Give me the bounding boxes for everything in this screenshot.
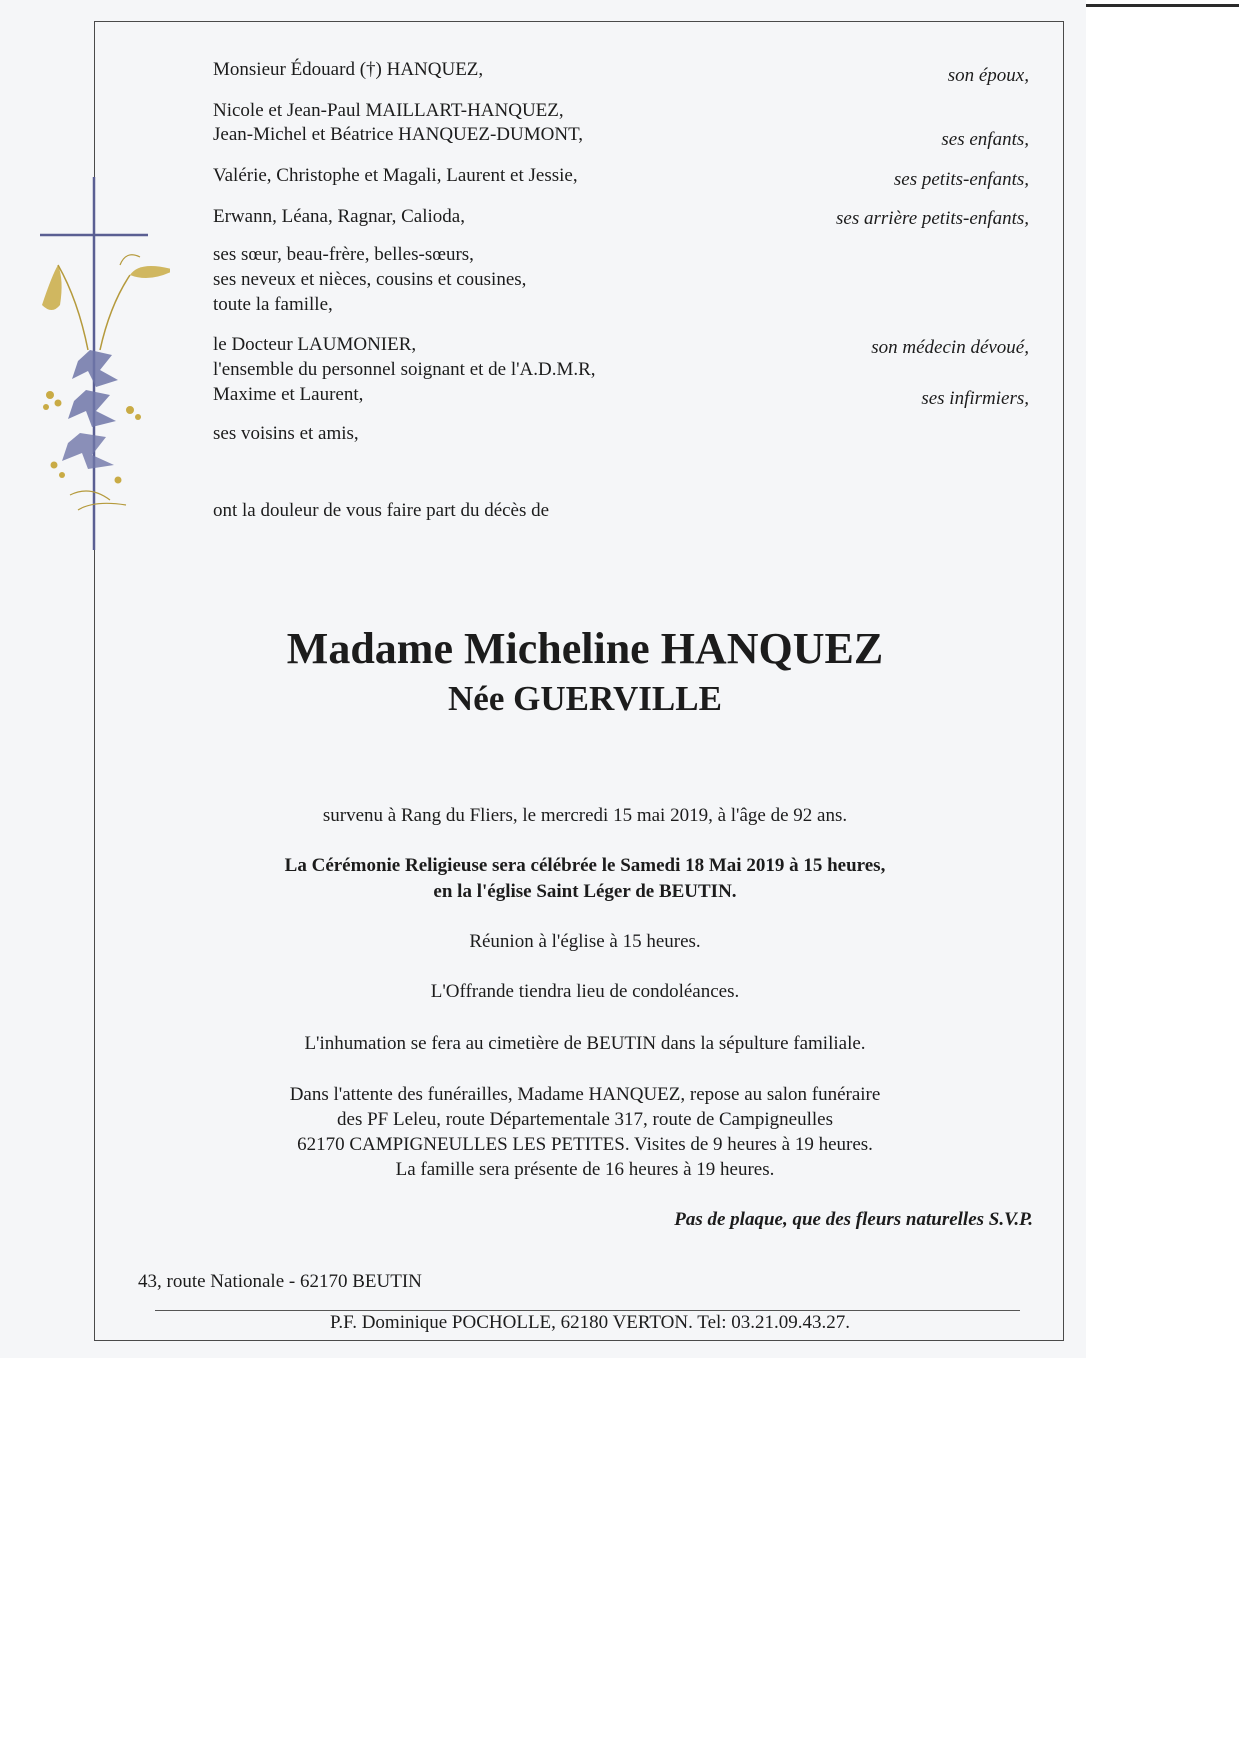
funeral-home: P.F. Dominique POCHOLLE, 62180 VERTON. Tel: 03.21.09.43.27. — [329, 1312, 851, 1333]
family-children-2: Jean-Michel et Béatrice HANQUEZ-DUMONT, — [213, 124, 584, 145]
nurses: Maxime et Laurent, — [213, 384, 364, 405]
offering-info: L'Offrande tiendra lieu de condoléances. — [430, 981, 740, 1002]
role-doctor: son médecin dévoué, — [871, 337, 1029, 358]
family-spouse: Monsieur Édouard (†) HANQUEZ, — [213, 59, 484, 80]
role-children: ses enfants, — [941, 129, 1029, 150]
deceased-maiden-name: Née GUERVILLE — [448, 679, 722, 718]
rest-line-1: Dans l'attente des funérailles, Madame HANQUEZ, repose au salon funéraire — [289, 1084, 881, 1105]
role-spouse: son époux, — [947, 65, 1029, 86]
burial-info: L'inhumation se fera au cimetière de BEUTIN dans la sépulture familiale. — [304, 1033, 866, 1054]
meeting-info: Réunion à l'église à 15 heures. — [469, 931, 701, 952]
rest-line-2: des PF Leleu, route Départementale 317, route de Campigneulles — [337, 1109, 833, 1130]
page-edge-mark — [1086, 4, 1239, 7]
neighbours: ses voisins et amis, — [213, 423, 359, 444]
family-children-1: Nicole et Jean-Paul MAILLART-HANQUEZ, — [213, 100, 564, 121]
role-grandchildren: ses petits-enfants, — [893, 169, 1029, 190]
rest-line-3: 62170 CAMPIGNEULLES LES PETITES. Visites de 9 heures à 19 heures. — [297, 1134, 873, 1155]
role-nurses: ses infirmiers, — [921, 388, 1029, 409]
deceased-name: Madame Micheline HANQUEZ — [286, 624, 884, 673]
cross-with-flowers-icon — [30, 165, 170, 555]
death-details: survenu à Rang du Fliers, le mercredi 15 mai 2019, à l'âge de 92 ans. — [322, 805, 848, 826]
doctor: le Docteur LAUMONIER, — [213, 334, 417, 355]
address: 43, route Nationale - 62170 BEUTIN — [138, 1271, 422, 1292]
care-staff: l'ensemble du personnel soignant et de l'A.D.M.R, — [213, 359, 596, 380]
family-nephews: ses neveux et nièces, cousins et cousines, — [213, 269, 527, 290]
announcement: ont la douleur de vous faire part du décès de — [213, 500, 550, 521]
ceremony-line-1: La Cérémonie Religieuse sera célébrée le Samedi 18 Mai 2019 à 15 heures, — [284, 855, 886, 876]
flowers-note: Pas de plaque, que des fleurs naturelles S.V.P. — [674, 1209, 1033, 1230]
rest-line-4: La famille sera présente de 16 heures à 19 heures. — [395, 1159, 775, 1180]
family-grandchildren: Valérie, Christophe et Magali, Laurent et Jessie, — [213, 165, 578, 186]
family-siblings: ses sœur, beau-frère, belles-sœurs, — [213, 244, 474, 265]
ceremony-line-2: en la l'église Saint Léger de BEUTIN. — [433, 881, 737, 902]
family-all: toute la famille, — [213, 294, 333, 315]
family-great-grandchildren: Erwann, Léana, Ragnar, Calioda, — [213, 206, 465, 227]
role-great-grandchildren: ses arrière petits-enfants, — [836, 208, 1029, 229]
